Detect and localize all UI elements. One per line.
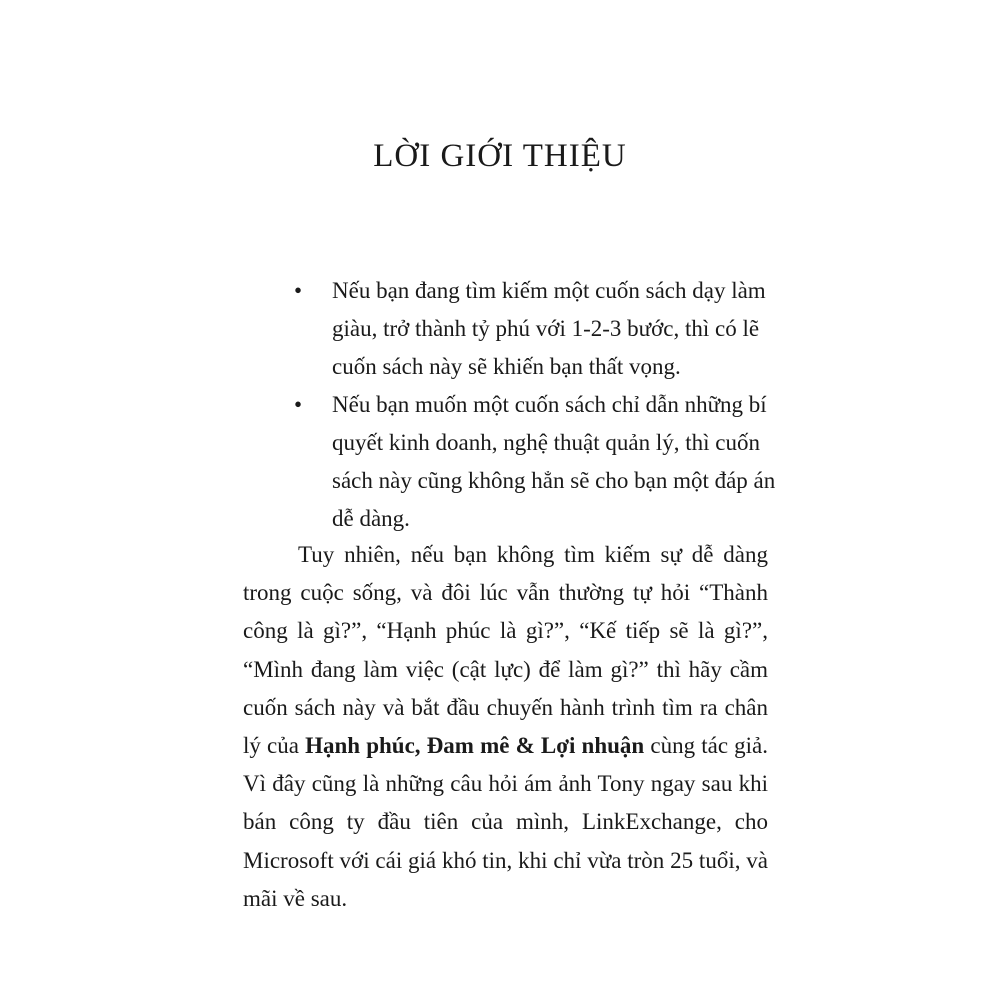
body-paragraph: [243, 536, 768, 918]
bullet-item: [294, 272, 780, 386]
paragraph-text-start: Tuy nhiên, nếu bạn không tìm kiếm sự dễ dàng trong cuộc sống, và đôi lúc vẫn thường tự hỏi “Thành công là gì?”, “Hạnh phúc là gì?”, “Kế tiếp sẽ là gì?”, “Mình đang làm việc (cật lực) để làm gì?” thì hãy cầm cuốn sách này và bắt đầu chuyến hành trình tìm ra chân lý của: [243, 542, 768, 759]
bullet-text: Nếu bạn muốn một cuốn sách chỉ dẫn những bí quyết kinh doanh, nghệ thuật quản lý, thì cuốn sách này cũng không hẳn sẽ cho bạn một đáp án dễ dàng.: [332, 392, 776, 531]
bold-phrase: Hạnh phúc, Đam mê & Lợi nhuận: [305, 733, 645, 759]
page-title: LỜI GIỚI THIỆU: [373, 138, 627, 174]
bullet-marker: •: [294, 278, 303, 303]
paragraph-text-end: cùng tác giả. Vì đây cũng là những câu hỏi ám ảnh Tony ngay sau khi bán công ty đầu tiên của mình, LinkExchange, cho Microsoft với cái giá khó tin, khi chỉ vừa tròn 25 tuổi, và mãi về sau.: [243, 733, 769, 911]
bullet-marker: •: [294, 392, 303, 417]
bullet-text: Nếu bạn đang tìm kiếm một cuốn sách dạy làm giàu, trở thành tỷ phú với 1-2-3 bước, thì có lẽ cuốn sách này sẽ khiến bạn thất vọng.: [332, 278, 766, 379]
bullet-list: [294, 272, 780, 538]
bullet-item: [294, 386, 780, 538]
